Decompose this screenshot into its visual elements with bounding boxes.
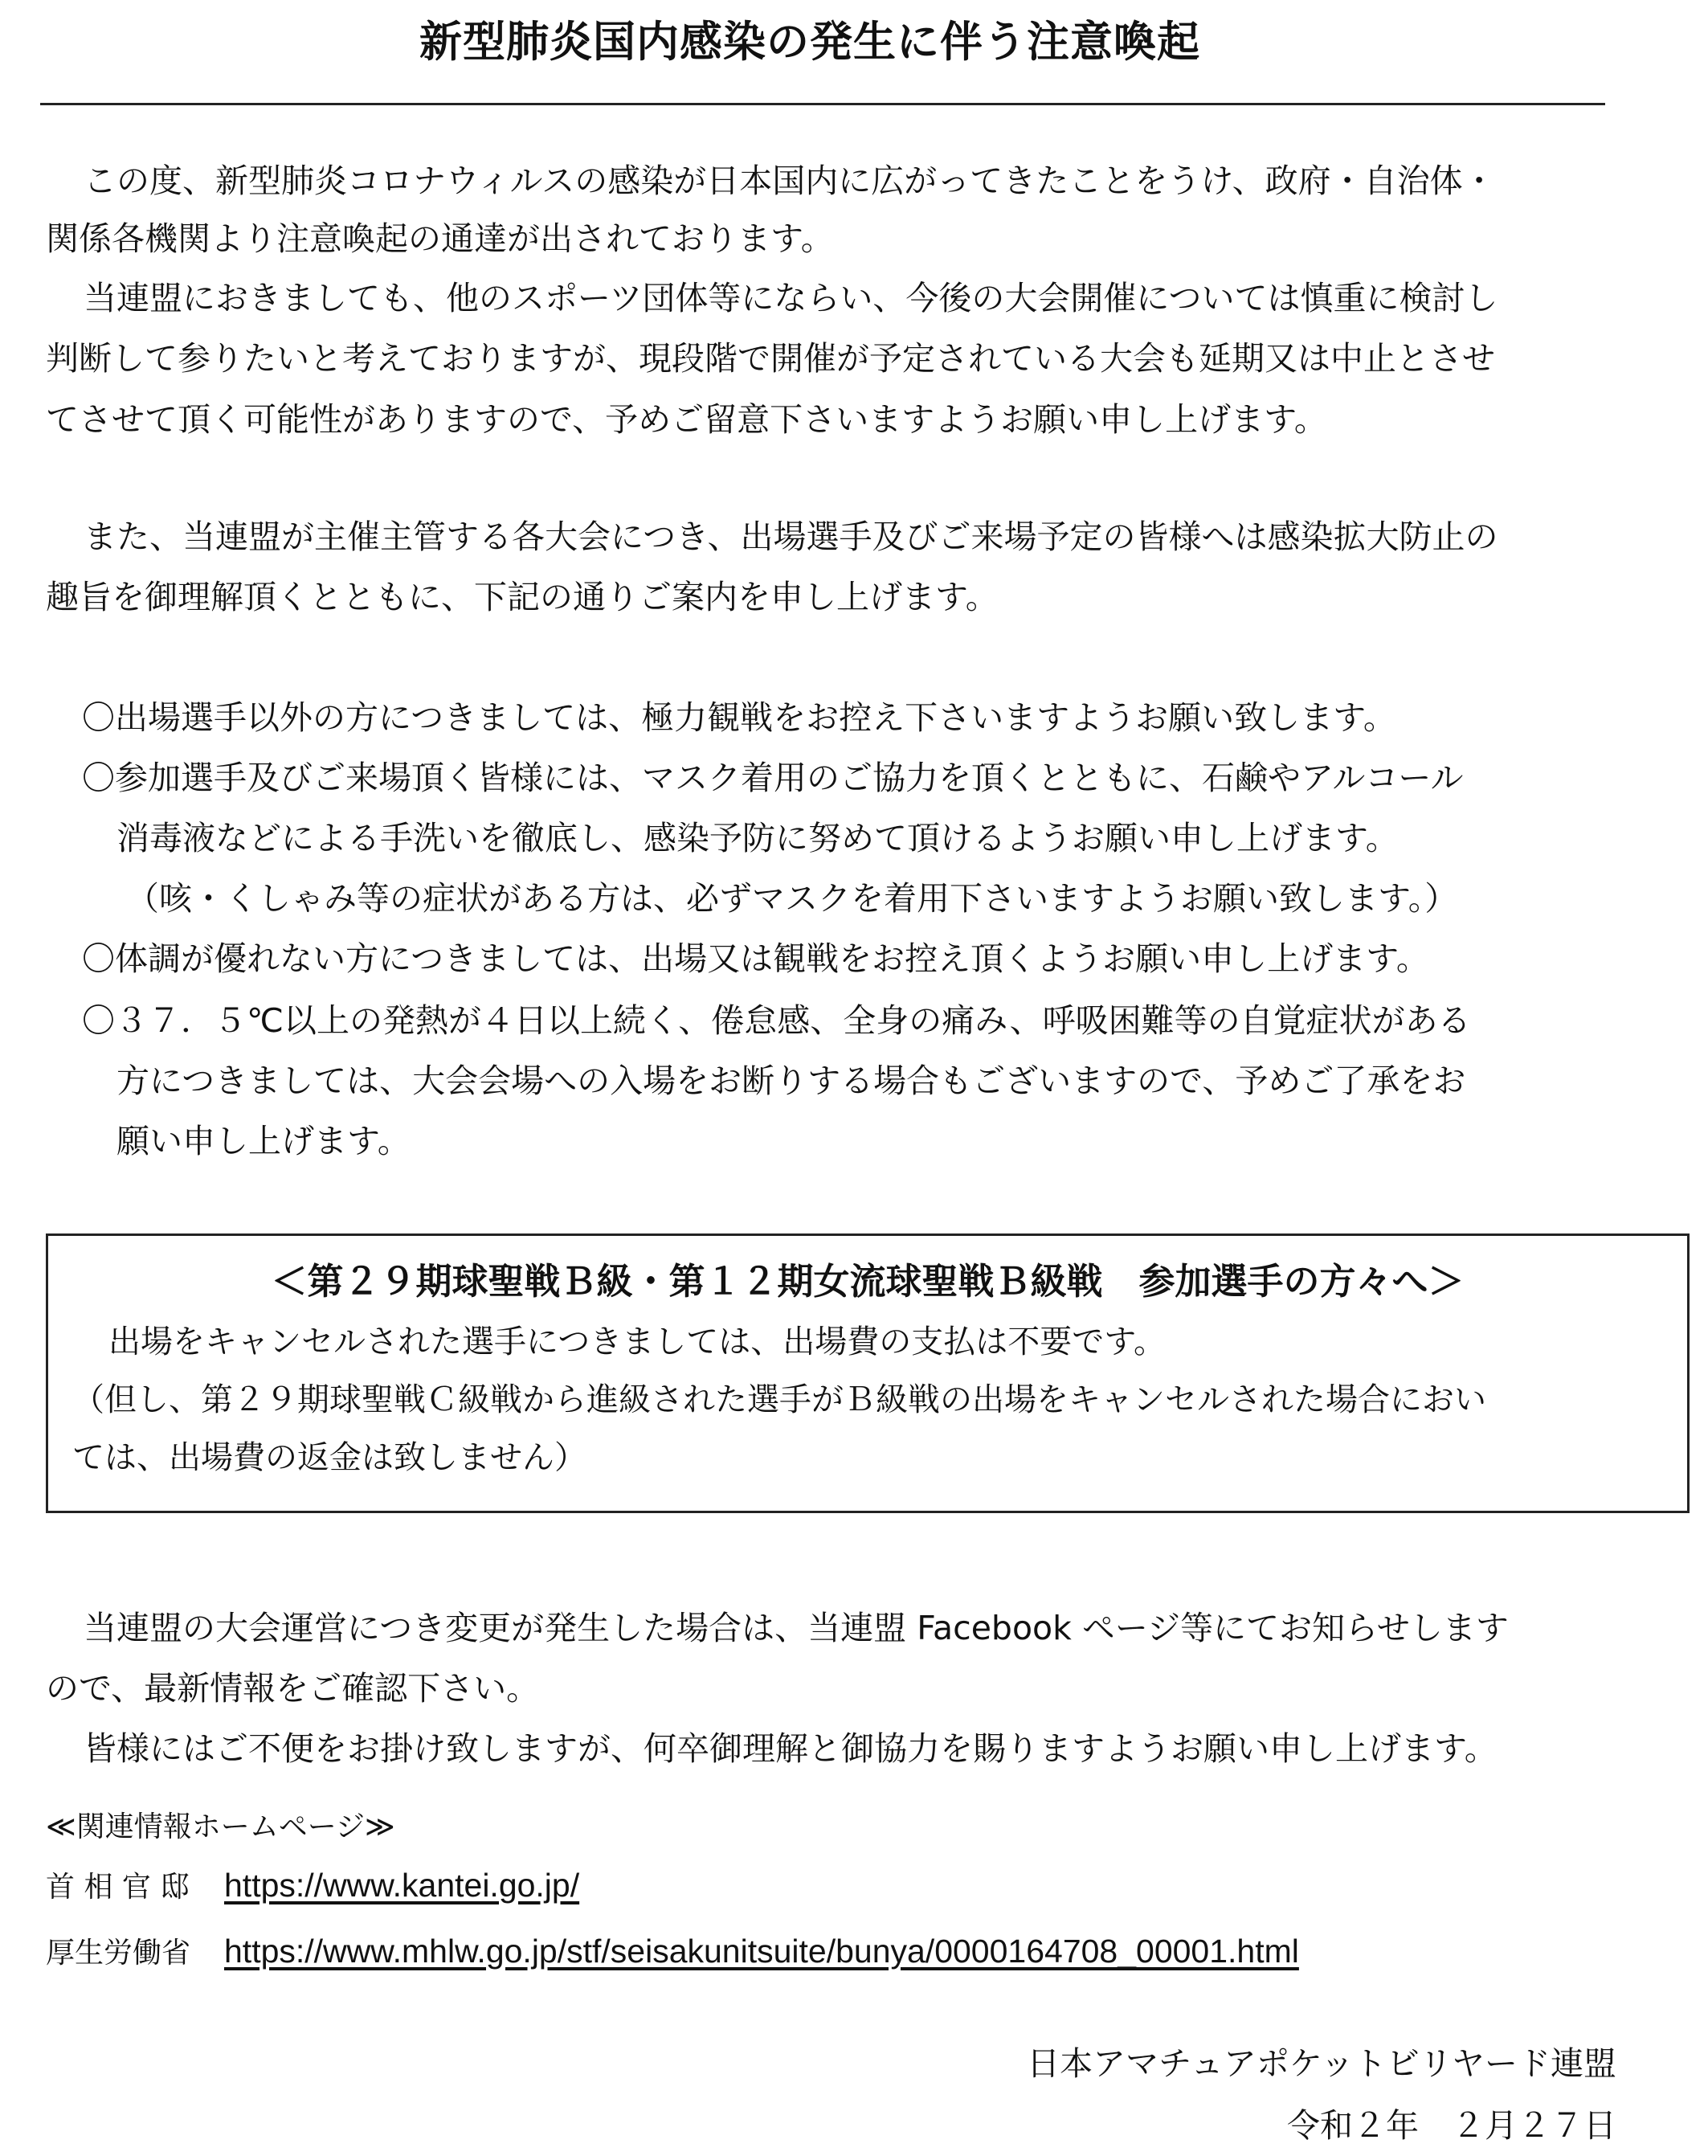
link-row-kantei [46, 1864, 579, 1905]
paragraph-line: また、当連盟が主催主管する各大会につき、出場選手及びご来場予定の皆様へは感染拡大防止の [84, 518, 1498, 556]
link-label: 厚生労働省 [46, 1937, 191, 1970]
list-item: 消毒液などによる手洗いを徹底し、感染予防に努めて頂けるようお願い申し上げます。 [116, 819, 1399, 857]
paragraph-line: ので、最新情報をご確認下さい。 [46, 1669, 540, 1708]
link-row-mhlw [46, 1930, 1299, 1971]
paragraph-line: 判断して参りたいと考えておりますが、現段階で開催が予定されている大会も延期又は中止とさせ [46, 339, 1495, 378]
notice-box [46, 1233, 1690, 1513]
paragraph-line: 当連盟におきましても、他のスポーツ団体等にならい、今後の大会開催については慎重に検討し [84, 279, 1498, 317]
list-item: 願い申し上げます。 [116, 1122, 411, 1160]
paragraph-line: この度、新型肺炎コロナウィルスの感染が日本国内に広がってきたことをうけ、政府・自治体・ [84, 162, 1496, 200]
notice-line: （但し、第２９期球聖戦Ｃ級戦から進級された選手がＢ級戦の出場をキャンセルされた場合におい [72, 1381, 1486, 1418]
link-label: 首 相 官 邸 [46, 1871, 190, 1904]
list-item: 〇参加選手及びご来場頂く皆様には、マスク着用のご協力を頂くとともに、石鹸やアルコール [82, 759, 1464, 797]
related-links-heading: ≪関連情報ホームページ≫ [46, 1810, 395, 1843]
paragraph-line: 当連盟の大会運営につき変更が発生した場合は、当連盟 Facebook ページ等にてお知らせします [84, 1609, 1509, 1647]
list-item: 方につきましては、大会会場への入場をお断りする場合もございますので、予めご了承をお [116, 1062, 1466, 1100]
document-title: 新型肺炎国内感染の発生に伴う注意喚起 [419, 18, 1200, 67]
title-rule [40, 103, 1605, 105]
mhlw-link[interactable]: https://www.mhlw.go.jp/stf/seisakunitsuite/bunya/0000164708_00001.html [224, 1933, 1299, 1970]
list-item: （咳・くしゃみ等の症状がある方は、必ずマスクを着用下さいますようお願い致します。） [126, 879, 1458, 918]
paragraph-line: てさせて頂く可能性がありますので、予めご留意下さいますようお願い申し上げます。 [46, 400, 1327, 439]
paragraph-line: 関係各機関より注意喚起の通達が出されております。 [46, 219, 834, 258]
signature-date: 令和２年 ２月２７日 [1287, 2106, 1616, 2145]
notice-line: ては、出場費の返金は致しません） [72, 1439, 586, 1476]
list-item: 〇３７．５℃以上の発熱が４日以上続く、倦怠感、全身の痛み、呼吸困難等の自覚症状がある [82, 1001, 1471, 1040]
paragraph-line: 趣旨を御理解頂くとともに、下記の通りご案内を申し上げます。 [46, 578, 999, 616]
notice-line: 出場をキャンセルされた選手につきましては、出場費の支払は不要です。 [108, 1323, 1166, 1360]
list-item: 〇出場選手以外の方につきましては、極力観戦をお控え下さいますようお願い致します。 [82, 698, 1396, 737]
list-item: 〇体調が優れない方につきましては、出場又は観戦をお控え頂くようお願い申し上げます。 [82, 939, 1429, 978]
paragraph-line: 皆様にはご不便をお掛け致しますが、何卒御理解と御協力を賜りますようお願い申し上げます。 [84, 1729, 1498, 1768]
notice-heading: ＜第２９期球聖戦Ｂ級・第１２期女流球聖戦Ｂ級戦 参加選手の方々へ＞ [271, 1260, 1465, 1303]
kantei-link[interactable]: https://www.kantei.go.jp/ [224, 1867, 580, 1904]
signature-org: 日本アマチュアポケットビリヤード連盟 [1027, 2044, 1616, 2083]
